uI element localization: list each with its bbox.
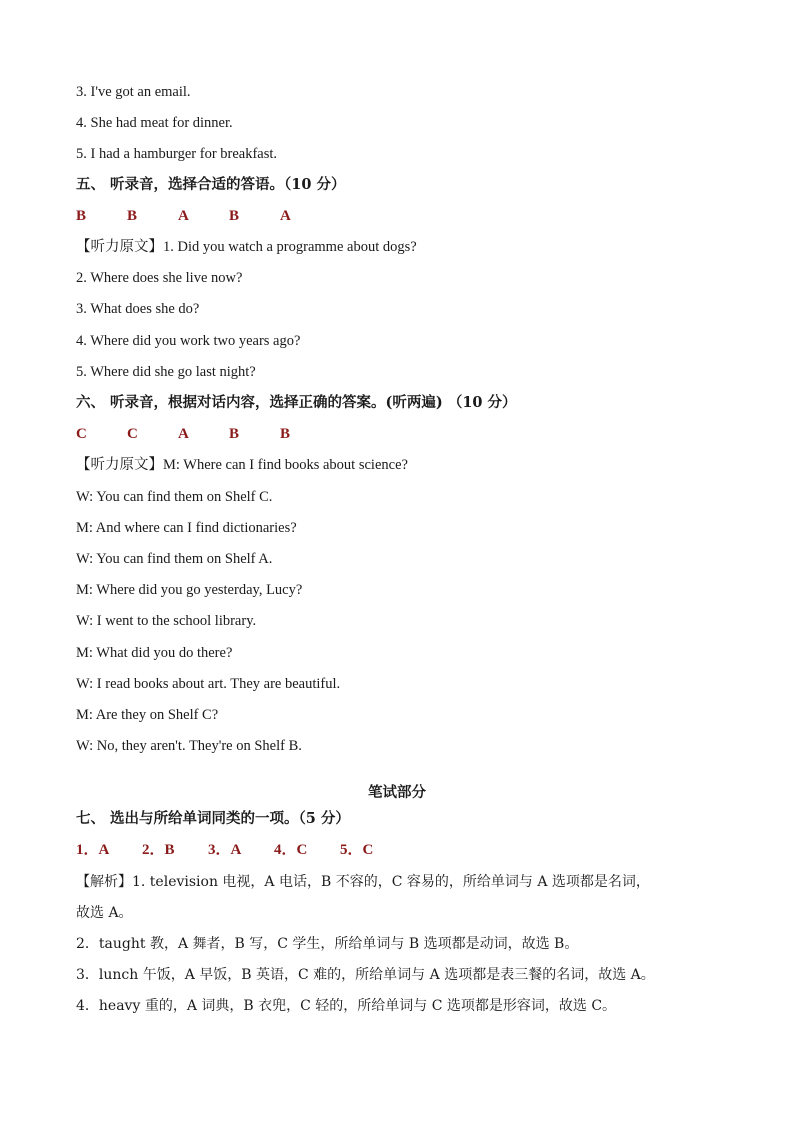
transcript-line: 3. I've got an email. — [76, 84, 191, 100]
answer-letter: B — [76, 208, 87, 224]
transcript-line: 5. Where did she go last night? — [76, 364, 256, 380]
answer-item: 2．B — [142, 842, 175, 858]
dialogue-line: M: Where did you go yesterday, Lucy? — [76, 582, 303, 598]
dialogue-line: W: I read books about art. They are beautiful. — [76, 676, 341, 692]
answer-letter: A — [178, 426, 189, 442]
transcript-label: 【听力原文】 — [76, 457, 163, 473]
analysis-line: 3．lunch 午饭，A 早饭，B 英语，C 难的，所给单词与 A 选项都是表三餐的名词，故选 A。 — [76, 967, 655, 983]
analysis-text: 1. television 电视，A 电话，B 不容的，C 容易的，所给单词与 A 选项都是名词， — [132, 874, 650, 890]
transcript-line: 5. I had a hamburger for breakfast. — [76, 146, 278, 162]
answer-letter: B — [127, 208, 138, 224]
answer-item: 3．A — [208, 842, 242, 858]
transcript-line: 2. Where does she live now? — [76, 270, 243, 286]
transcript-label: 【听力原文】 — [76, 239, 163, 255]
transcript-line: 3. What does she do? — [76, 301, 200, 317]
answer-letter: C — [76, 426, 87, 442]
answer-letter: C — [127, 426, 138, 442]
dialogue-line: W: I went to the school library. — [76, 613, 257, 629]
analysis-line: 2．taught 教，A 舞者，B 写，C 学生，所给单词与 B 选项都是动词，故选 B。 — [76, 936, 579, 952]
dialogue-line — [76, 455, 408, 475]
answer-letter: A — [280, 208, 291, 224]
section-heading: 六、 听录音，根据对话内容，选择正确的答案。(听两遍) （10 分） — [76, 394, 517, 411]
analysis-line — [76, 872, 650, 892]
dialogue-line: W: You can find them on Shelf A. — [76, 551, 273, 567]
answer-row — [76, 206, 291, 226]
written-part-title: 笔试部分 — [368, 784, 426, 801]
dialogue-line: W: You can find them on Shelf C. — [76, 489, 273, 505]
transcript-line — [76, 237, 417, 257]
answer-item: 5．C — [340, 842, 374, 858]
analysis-line: 故选 A。 — [76, 905, 133, 921]
answer-item: 1．A — [76, 842, 110, 858]
section-heading: 七、 选出与所给单词同类的一项。（5 分） — [76, 810, 350, 827]
analysis-label: 【解析】 — [76, 874, 132, 890]
answer-row — [76, 840, 373, 860]
dialogue-line: W: No, they aren't. They're on Shelf B. — [76, 738, 302, 754]
dialogue-text: M: Where can I find books about science? — [163, 457, 408, 473]
dialogue-line: M: What did you do there? — [76, 645, 233, 661]
transcript-line: 4. She had meat for dinner. — [76, 115, 233, 131]
answer-letter: B — [229, 208, 240, 224]
section-heading: 五、 听录音，选择合适的答语。（10 分） — [76, 176, 346, 193]
answer-letter: B — [280, 426, 291, 442]
dialogue-line: M: Are they on Shelf C? — [76, 707, 219, 723]
answer-row — [76, 424, 290, 444]
answer-letter: B — [229, 426, 240, 442]
answer-letter: A — [178, 208, 189, 224]
transcript-line: 4. Where did you work two years ago? — [76, 333, 301, 349]
answer-item: 4．C — [274, 842, 308, 858]
analysis-line: 4．heavy 重的，A 词典，B 衣兜，C 轻的，所给单词与 C 选项都是形容词，故选 C。 — [76, 998, 617, 1014]
transcript-text: 1. Did you watch a programme about dogs? — [163, 239, 417, 255]
dialogue-line: M: And where can I find dictionaries? — [76, 520, 297, 536]
